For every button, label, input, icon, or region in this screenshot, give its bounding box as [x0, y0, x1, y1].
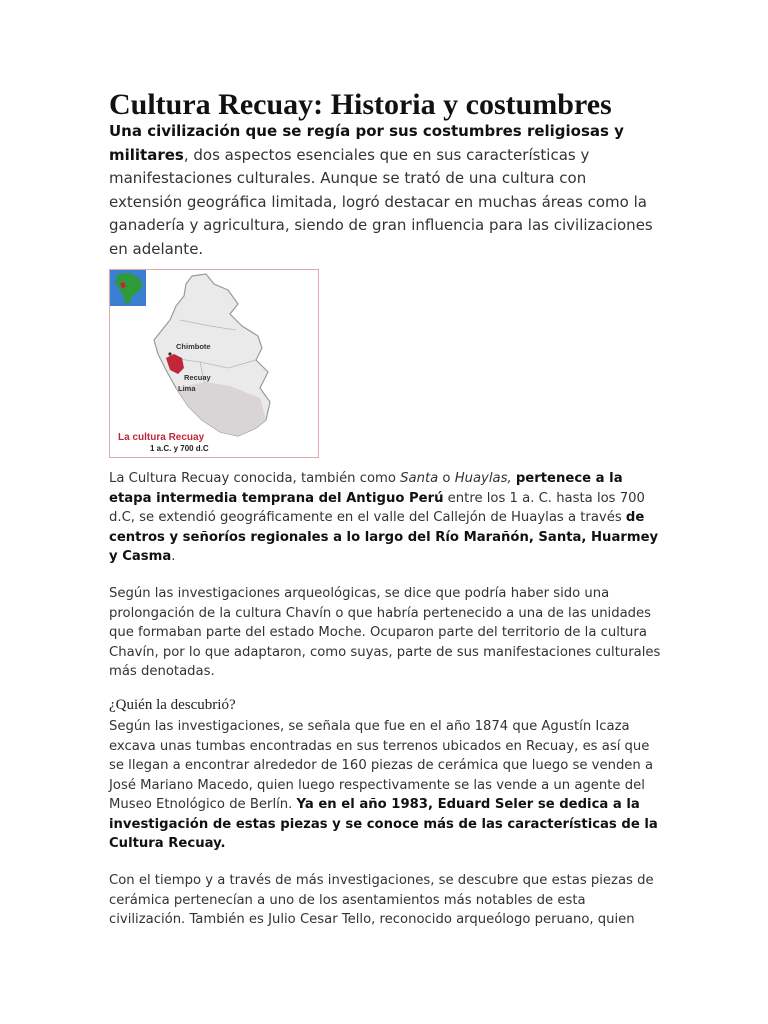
section-heading-discovery: ¿Quién la descubrió?	[109, 697, 236, 713]
map-caption-dates: 1 a.C. y 700 d.C	[150, 444, 209, 453]
p1-text-3: entre los 1 a. C. hasta los 700 d.C, se extendió geográficamente en el valle del Callejón de Huaylas a través	[109, 490, 645, 525]
recuay-map-image	[109, 269, 319, 458]
chimbote-dot	[168, 352, 171, 355]
paragraph-2: Según las investigaciones arqueológicas, se dice que podría haber sido una prolongación de la cultura Chavín o que habría pertenecido a una de las unidades que formaban parte del estado Moche. Ocuparon parte del territorio de la cultura Chavín, por lo que adaptaron, como suyas, parte de sus manifestaciones culturales más denotadas.	[109, 586, 661, 679]
p1-italic-2: Huaylas,	[454, 471, 512, 486]
paragraph-4: Con el tiempo y a través de más investigaciones, se descubre que estas piezas de cerámica pertenecían a uno de los asentamientos más notables de esta civilización. También es Julio Cesar Tello, reconocido arqueólogo peruano, quien	[109, 873, 654, 927]
peru-map	[110, 270, 318, 457]
p1-bold-1: pertenece a la etapa intermedia temprana del Antiguo Perú	[109, 471, 623, 506]
p3-text: Según las investigaciones, se señala que fue en el año 1874 que Agustín Icaza excava unas tumbas encontradas en sus terrenos ubicados en Recuay, es así que se llegan a encontrar alrededor de 160 piezas de cerámica que luego se venden a José Mariano Macedo, quien luego respectivamente se las vende a un agente del Museo Etnológico de Berlín.	[109, 719, 654, 812]
p1-text-2: o	[438, 471, 455, 486]
label-chimbote: Chimbote	[176, 342, 211, 351]
label-recuay: Recuay	[184, 373, 211, 382]
paragraph-1	[109, 469, 661, 567]
p1-text-4: .	[171, 549, 176, 564]
map-caption-title: La cultura Recuay	[118, 432, 205, 443]
intro-bold: Una civilización que se regía por sus costumbres religiosas y militares	[109, 122, 624, 164]
p1-text-1: La Cultura Recuay conocida, también como	[109, 471, 401, 486]
paragraph-3	[109, 717, 661, 854]
p3-bold: Ya en el año 1983, Eduard Seler se dedica a la investigación de estas piezas y se conoce más de las características de la Cultura Recuay.	[109, 797, 658, 851]
intro-text: , dos aspectos esenciales que en sus características y manifestaciones culturales. Aunque se trató de una cultura con extensión geográfica limitada, logró destacar en muchas áreas como la ganadería y agricultura, siendo de gran influencia para las civilizaciones en adelante.	[109, 145, 653, 258]
page-title: Cultura Recuay: Historia y costumbres	[109, 88, 612, 121]
label-lima: Lima	[178, 384, 196, 393]
p1-bold-2: de centros y señoríos regionales a lo largo del Río Marañón, Santa, Huarmey y Casma	[109, 510, 659, 564]
p1-italic-1: Santa	[400, 471, 439, 486]
intro-paragraph	[109, 120, 661, 261]
